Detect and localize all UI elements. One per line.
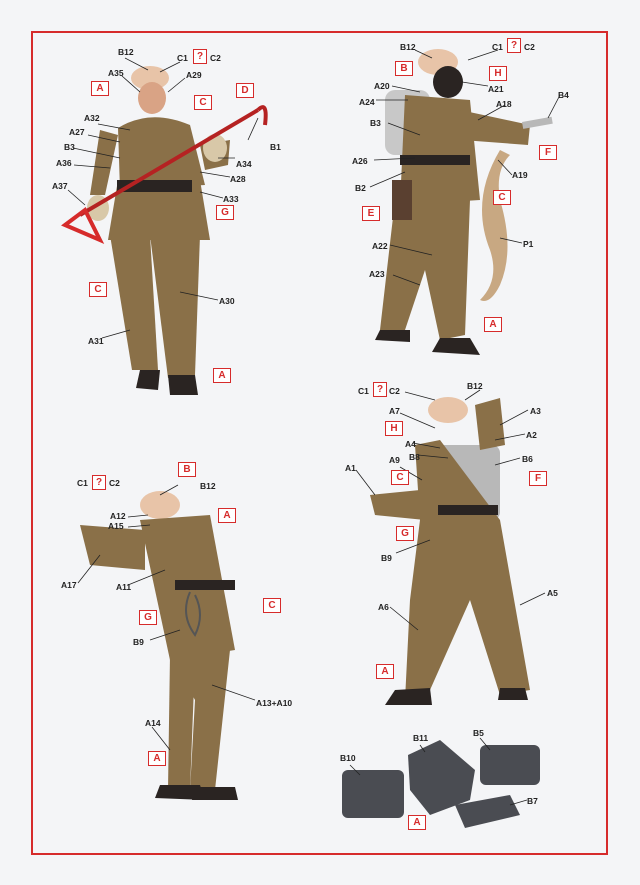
part-c1: C1 [177,53,188,63]
paint-box-b: B [395,61,413,76]
part-a3: A3 [530,406,541,416]
part-a22: A22 [372,241,388,251]
part-a34: A34 [236,159,252,169]
part-a18: A18 [496,99,512,109]
figure-4 [370,397,530,705]
part-a2: A2 [526,430,537,440]
paint-box-a: A [218,508,236,523]
part-c2: C2 [210,53,221,63]
part-a27: A27 [69,127,85,137]
paint-box-a: A [376,664,394,679]
small-parts [342,740,540,828]
question-box: ? [507,38,521,53]
part-a7: A7 [389,406,400,416]
part-c1: C1 [492,42,503,52]
paint-box-g: G [216,205,234,220]
question-box: ? [373,382,387,397]
paint-box-a: A [484,317,502,332]
part-b9: B9 [381,553,392,563]
part-a28: A28 [230,174,246,184]
part-c2: C2 [389,386,400,396]
part-b6: B6 [522,454,533,464]
part-p1: P1 [523,239,534,249]
part-b10: B10 [340,753,356,763]
paint-box-c-trousers: C [89,282,107,297]
question-box: ? [193,49,207,64]
part-b12: B12 [118,47,134,57]
question-box: ? [92,475,106,490]
paint-box-e: E [362,206,380,221]
paint-box-f: F [529,471,547,486]
paint-box-h: H [489,66,507,81]
part-b2: B2 [355,183,366,193]
paint-box-c: C [391,470,409,485]
part-c1: C1 [358,386,369,396]
part-b12: B12 [467,381,483,391]
paint-box-c: C [263,598,281,613]
part-b11: B11 [413,733,429,743]
paint-box-a-boots: A [148,751,166,766]
part-c2: C2 [524,42,535,52]
part-c1: C1 [77,478,88,488]
part-a20: A20 [374,81,390,91]
part-b8: B8 [409,452,420,462]
part-a35: A35 [108,68,124,78]
part-a21: A21 [488,84,504,94]
part-a33: A33 [223,194,239,204]
figure-2 [375,49,553,355]
part-b5: B5 [473,728,484,738]
part-a24: A24 [359,97,375,107]
part-b3: B3 [64,142,75,152]
paint-box-g: G [139,610,157,625]
part-a6: A6 [378,602,389,612]
part-a9: A9 [389,455,400,465]
part-a4: A4 [405,439,416,449]
part-a1: A1 [345,463,356,473]
part-a19: A19 [512,170,528,180]
part-b3: B3 [370,118,381,128]
paint-box-h: H [385,421,403,436]
part-b7: B7 [527,796,538,806]
paint-box-a: A [91,81,109,96]
paint-box-b: B [178,462,196,477]
part-a17: A17 [61,580,77,590]
paint-box-c: C [493,190,511,205]
part-a23: A23 [369,269,385,279]
part-b9: B9 [133,637,144,647]
part-a15: A15 [108,521,124,531]
paint-box-a-boots: A [213,368,231,383]
part-a31: A31 [88,336,104,346]
paint-box-a: A [408,815,426,830]
paint-box-f: F [539,145,557,160]
part-a29: A29 [186,70,202,80]
part-a12: A12 [110,511,126,521]
part-a13-a10: A13+A10 [256,698,293,708]
part-b12: B12 [400,42,416,52]
paint-box-g: G [396,526,414,541]
part-a11: A11 [116,582,132,592]
paint-box-d: D [236,83,254,98]
part-a26: A26 [352,156,368,166]
part-a5: A5 [547,588,558,598]
part-c2: C2 [109,478,120,488]
part-a14: A14 [145,718,161,728]
part-a30: A30 [219,296,235,306]
part-b1: B1 [270,142,281,152]
part-b4: B4 [558,90,569,100]
paint-box-c: C [194,95,212,110]
part-a36: A36 [56,158,72,168]
part-a32: A32 [84,113,100,123]
part-a37: A37 [52,181,68,191]
part-b12: B12 [200,481,216,491]
